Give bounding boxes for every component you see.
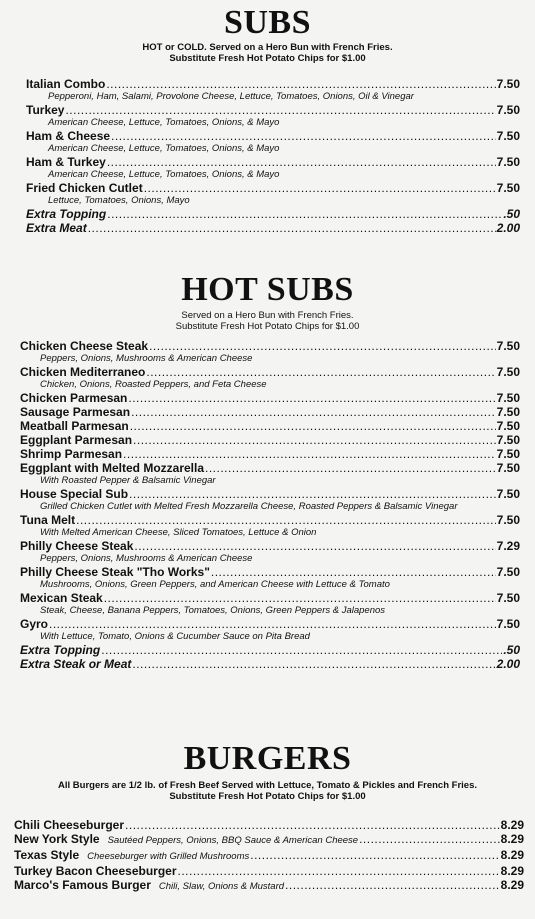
item-price: 7.50 <box>496 77 520 91</box>
hot-subs-subtitle-1: Served on a Hero Bun with French Fries. <box>181 310 354 321</box>
item-description: Grilled Chicken Cutlet with Melted Fresh Mozzarella Cheese, Roasted Peppers & Balsamic Vinegar <box>40 501 458 512</box>
item-price: 2.00 <box>496 657 520 671</box>
item-name: Shrimp Parmesan <box>20 447 123 461</box>
item-description: With Lettuce, Tomato, Onions & Cucumber Sauce on Pita Bread <box>40 631 310 642</box>
item-price: 8.29 <box>500 832 524 846</box>
item-name: Fried Chicken Cutlet <box>26 181 143 195</box>
item-price: 7.50 <box>496 487 520 501</box>
item-name: Extra Topping <box>20 643 101 657</box>
menu-item <box>20 657 520 671</box>
item-description: Steak, Cheese, Banana Peppers, Tomatoes, Onions, Green Peppers & Jalapenos <box>40 605 386 616</box>
menu-item <box>26 181 520 207</box>
menu-item <box>14 818 524 832</box>
item-name: Extra Meat <box>26 221 87 235</box>
item-price: 7.50 <box>496 365 520 379</box>
menu-item <box>20 513 520 539</box>
item-name: Chicken Cheese Steak <box>20 339 149 353</box>
menu-item <box>26 155 520 181</box>
item-price: 7.50 <box>496 461 520 475</box>
item-description: Mushrooms, Onions, Green Peppers, and American Cheese with Lettuce & Tomato <box>40 579 390 590</box>
item-price: 7.50 <box>496 617 520 631</box>
menu-item <box>20 565 520 591</box>
item-name: Meatball Parmesan <box>20 419 129 433</box>
item-name: Sausage Parmesan <box>20 405 131 419</box>
menu-item <box>20 487 520 513</box>
item-description: With Melted American Cheese, Sliced Tomatoes, Lettuce & Onion <box>40 527 317 538</box>
item-price: 7.29 <box>496 539 520 553</box>
item-name: New York Style <box>14 832 100 846</box>
hot-subs-section <box>0 271 535 671</box>
menu-item <box>20 405 520 419</box>
item-description: Lettuce, Tomatoes, Onions, Mayo <box>48 195 190 206</box>
item-name: Italian Combo <box>26 77 106 91</box>
item-price: .50 <box>503 643 520 657</box>
item-name: Extra Topping <box>26 207 107 221</box>
item-price: 7.50 <box>496 181 520 195</box>
menu-item <box>14 848 524 864</box>
item-description: American Cheese, Lettuce, Tomatoes, Onions, & Mayo <box>48 143 280 154</box>
item-price: 7.50 <box>496 591 520 605</box>
subs-subtitle-1: HOT or COLD. Served on a Hero Bun with French Fries. <box>142 42 393 53</box>
item-price: 7.50 <box>496 339 520 353</box>
item-price: 7.50 <box>496 433 520 447</box>
item-name: Extra Steak or Meat <box>20 657 132 671</box>
item-name: Chicken Parmesan <box>20 391 128 405</box>
item-description: Peppers, Onions, Mushrooms & American Cheese <box>40 553 253 564</box>
item-price: 7.50 <box>496 405 520 419</box>
item-name: Turkey <box>26 103 65 117</box>
menu-item <box>20 339 520 365</box>
item-name: Turkey Bacon Cheeseburger <box>14 864 177 878</box>
menu-item <box>20 617 520 643</box>
burgers-section <box>0 740 535 892</box>
item-description: Peppers, Onions, Mushrooms & American Cheese <box>40 353 253 364</box>
menu-item <box>20 391 520 405</box>
item-description: American Cheese, Lettuce, Tomatoes, Onions, & Mayo <box>48 169 280 180</box>
item-name: Philly Cheese Steak "Tho Works" <box>20 565 210 579</box>
menu-item <box>20 591 520 617</box>
menu-item <box>20 433 520 447</box>
menu-item <box>14 864 524 878</box>
subs-subtitle-2: Substitute Fresh Hot Potato Chips for $1.00 <box>169 53 366 64</box>
menu-item <box>20 461 520 487</box>
item-price: 8.29 <box>500 818 524 832</box>
item-name: Mexican Steak <box>20 591 103 605</box>
item-name: Eggplant Parmesan <box>20 433 133 447</box>
item-description: Sautéed Peppers, Onions, BBQ Sauce & American Cheese <box>107 835 359 846</box>
menu-item <box>14 832 524 848</box>
item-name: Gyro <box>20 617 49 631</box>
item-description: Pepperoni, Ham, Salami, Provolone Cheese, Lettuce, Tomatoes, Onions, Oil & Vinegar <box>48 91 414 102</box>
subs-title: SUBS <box>223 4 312 41</box>
item-price: 8.29 <box>500 848 524 862</box>
item-name: Ham & Cheese <box>26 129 111 143</box>
item-name: Philly Cheese Steak <box>20 539 134 553</box>
item-price: 7.50 <box>496 391 520 405</box>
item-name: Tuna Melt <box>20 513 76 527</box>
item-name: Ham & Turkey <box>26 155 106 169</box>
item-description: Chili, Slaw, Onions & Mustard <box>158 881 285 892</box>
burgers-title: BURGERS <box>183 740 352 777</box>
item-name: Texas Style <box>14 848 80 862</box>
burgers-subtitle-1: All Burgers are 1/2 lb. of Fresh Beef Served with Lettuce, Tomato & Pickles and French Fries. <box>58 780 477 791</box>
burgers-subtitle-2: Substitute Fresh Hot Potato Chips for $1.00 <box>169 791 366 802</box>
menu-item <box>20 539 520 565</box>
item-name: Marco's Famous Burger <box>14 878 151 892</box>
menu-item <box>26 77 520 103</box>
item-name: House Special Sub <box>20 487 129 501</box>
item-price: 7.50 <box>496 513 520 527</box>
item-price: 8.29 <box>500 878 524 892</box>
menu-item <box>20 365 520 391</box>
menu-item <box>20 447 520 461</box>
item-description: Cheeseburger with Grilled Mushrooms <box>87 851 250 862</box>
subs-section <box>0 4 535 235</box>
menu-item <box>26 207 520 221</box>
hot-subs-subtitle-2: Substitute Fresh Hot Potato Chips for $1.00 <box>175 321 360 332</box>
item-name: Chili Cheeseburger <box>14 818 125 832</box>
item-price: .50 <box>503 207 520 221</box>
menu-item <box>26 129 520 155</box>
item-price: 7.50 <box>496 565 520 579</box>
menu-item <box>26 221 520 235</box>
menu-item <box>20 643 520 657</box>
item-price: 7.50 <box>496 103 520 117</box>
item-price: 7.50 <box>496 447 520 461</box>
item-name: Eggplant with Melted Mozzarella <box>20 461 205 475</box>
item-description: American Cheese, Lettuce, Tomatoes, Onions, & Mayo <box>48 117 280 128</box>
item-price: 7.50 <box>496 155 520 169</box>
item-description: Chicken, Onions, Roasted Peppers, and Feta Cheese <box>40 379 267 390</box>
menu-item <box>14 878 524 894</box>
item-price: 2.00 <box>496 221 520 235</box>
item-price: 7.50 <box>496 419 520 433</box>
item-price: 7.50 <box>496 129 520 143</box>
item-price: 8.29 <box>500 864 524 878</box>
menu-item <box>26 103 520 129</box>
menu-item <box>20 419 520 433</box>
item-name: Chicken Mediterraneo <box>20 365 146 379</box>
hot-subs-title: HOT SUBS <box>181 271 354 308</box>
item-description: With Roasted Pepper & Balsamic Vinegar <box>40 475 216 486</box>
